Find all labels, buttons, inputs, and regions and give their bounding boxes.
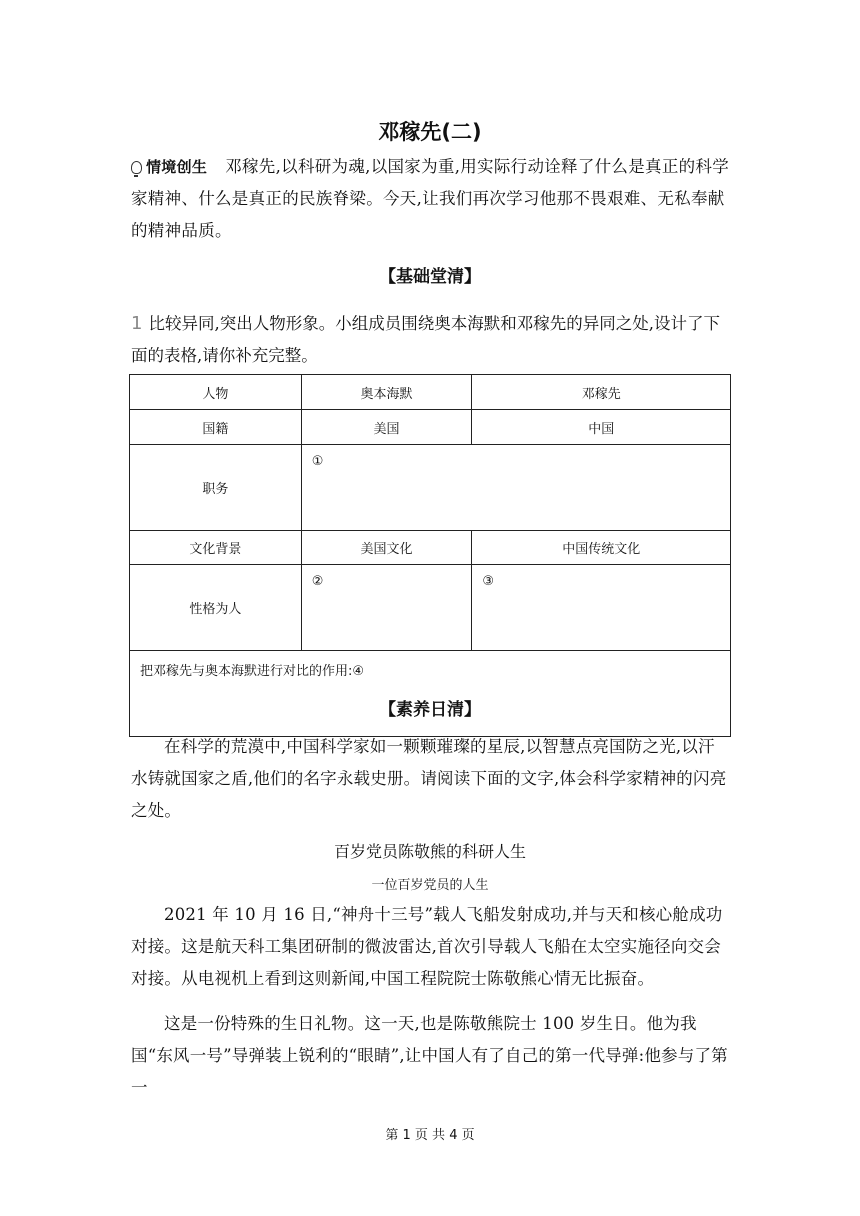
question-1	[131, 308, 731, 372]
question-number: 1	[131, 313, 143, 334]
answer-blank-3[interactable]: ③	[472, 565, 731, 651]
table-row	[130, 565, 731, 651]
lightbulb-icon	[131, 161, 142, 174]
intro-text: 邓稼先,以科研为魂,以国家为重,用实际行动诠释了什么是真正的科学家精神、什么是真正的民族脊梁。今天,让我们再次学习他那不畏艰难、无私奉献的精神品质。	[131, 157, 730, 240]
article-title: 百岁党员陈敬熊的科研人生	[333, 842, 526, 861]
table-row	[130, 651, 731, 737]
table-cell: 国籍	[130, 410, 302, 445]
scenario-badge-label: 情境创生	[146, 158, 208, 176]
answer-blank-2[interactable]: ②	[301, 565, 472, 651]
table-cell: 美国	[301, 410, 472, 445]
article-paragraph-1: 2021 年 10 月 16 日,“神舟十三号”载人飞船发射成功,并与天和核心舱成功对接。这是航天科工集团研制的微波雷达,首次引导载人飞船在太空实施径向交会对接。从电视机上看到这则新闻,中国工程院院士陈敬熊心情无比振奋。	[131, 905, 723, 988]
section-heading-literacy: 【素养日清】	[379, 700, 481, 720]
answer-blank-4[interactable]: 把邓稼先与奥本海默进行对比的作用:④	[130, 651, 731, 737]
page-title: 邓稼先(二)	[378, 120, 482, 144]
table-cell: 人物	[130, 375, 302, 410]
table-cell: 性格为人	[130, 565, 302, 651]
intro-reading-paragraph: 在科学的荒漠中,中国科学家如一颗颗璀璨的星辰,以智慧点亮国防之光,以汗水铸就国家之盾,他们的名字永载史册。请阅读下面的文字,体会科学家精神的闪亮之处。	[131, 737, 727, 820]
table-cell: 中国传统文化	[472, 531, 731, 565]
article-paragraph-2: 这是一份特殊的生日礼物。这一天,也是陈敬熊院士 100 岁生日。他为我国“东风一号”导弹装上锐利的“眼睛”,让中国人有了自己的第一代导弹:他参与了第一	[131, 1014, 728, 1097]
intro-paragraph	[131, 151, 731, 247]
section-heading-basic: 【基础堂清】	[379, 267, 481, 287]
article-subtitle: 一位百岁党员的人生	[371, 878, 489, 893]
table-cell: 文化背景	[130, 531, 302, 565]
table-cell: 美国文化	[301, 531, 472, 565]
table-row	[130, 445, 731, 531]
scenario-badge	[131, 158, 207, 176]
table-row	[130, 410, 731, 445]
table-row	[130, 375, 731, 410]
table-cell: 邓稼先	[472, 375, 731, 410]
table-cell: 职务	[130, 445, 302, 531]
answer-blank-1[interactable]: ①	[301, 445, 730, 531]
comparison-table	[129, 374, 731, 737]
table-cell: 中国	[472, 410, 731, 445]
question-text: 比较异同,突出人物形象。小组成员围绕奥本海默和邓稼先的异同之处,设计了下面的表格,请你补充完整。	[131, 314, 720, 365]
page-footer: 第 1 页 共 4 页	[385, 1128, 475, 1143]
table-row	[130, 531, 731, 565]
table-cell: 奥本海默	[301, 375, 472, 410]
